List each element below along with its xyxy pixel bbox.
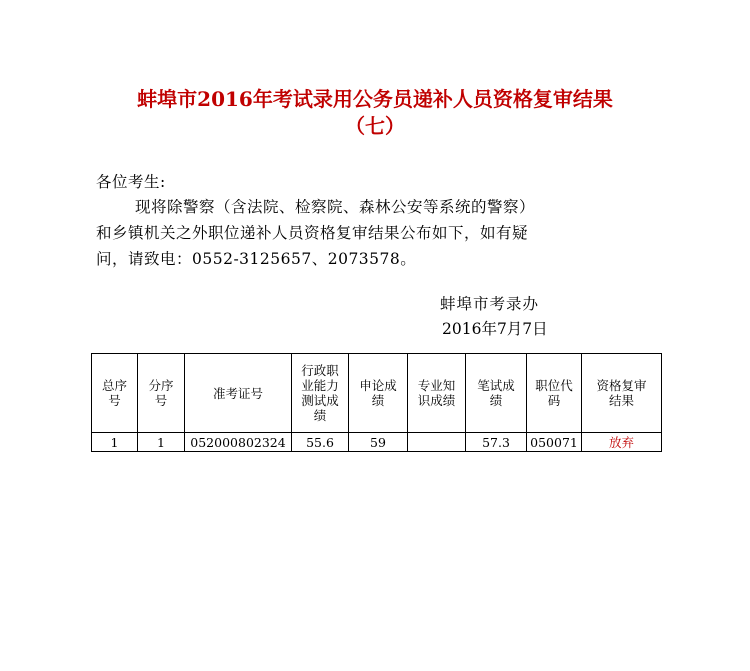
greeting: 各位考生: — [96, 173, 166, 191]
cell-essay-score: 59 — [349, 433, 408, 452]
header-sub-seq: 分序 号 — [138, 354, 185, 433]
notice-line-3: 问，请致电：0552-3125657、2073578。 — [96, 250, 417, 268]
notice-line-1: 现将除警察（含法院、检察院、森林公安等系统的警察） — [135, 198, 536, 216]
cell-aptitude-score: 55.6 — [292, 433, 349, 452]
header-total-seq: 总序 号 — [92, 354, 138, 433]
document-title-number: （七） — [345, 114, 405, 138]
issue-date: 2016年7月7日 — [442, 320, 548, 338]
cell-review-result: 放弃 — [582, 433, 662, 452]
cell-total-seq: 1 — [92, 433, 138, 452]
header-written-score: 笔试成 绩 — [466, 354, 527, 433]
table-header-row — [92, 354, 662, 433]
header-aptitude-score: 行政职 业能力 测试成 绩 — [292, 354, 349, 433]
header-essay-score: 申论成 绩 — [349, 354, 408, 433]
cell-written-score: 57.3 — [466, 433, 527, 452]
results-table — [91, 353, 662, 452]
cell-position-code: 050071 — [527, 433, 582, 452]
issuer-office: 蚌埠市考录办 — [440, 295, 540, 313]
cell-ticket-number: 052000802324 — [185, 433, 292, 452]
cell-sub-seq: 1 — [138, 433, 185, 452]
cell-professional-score — [408, 433, 466, 452]
notice-line-2: 和乡镇机关之外职位递补人员资格复审结果公布如下，如有疑 — [96, 224, 529, 242]
header-professional-score: 专业知 识成绩 — [408, 354, 466, 433]
header-ticket-number: 准考证号 — [185, 354, 292, 433]
document-title: 蚌埠市2016年考试录用公务员递补人员资格复审结果 — [137, 87, 613, 111]
header-position-code: 职位代 码 — [527, 354, 582, 433]
table-row — [92, 433, 662, 452]
header-review-result: 资格复审 结果 — [582, 354, 662, 433]
